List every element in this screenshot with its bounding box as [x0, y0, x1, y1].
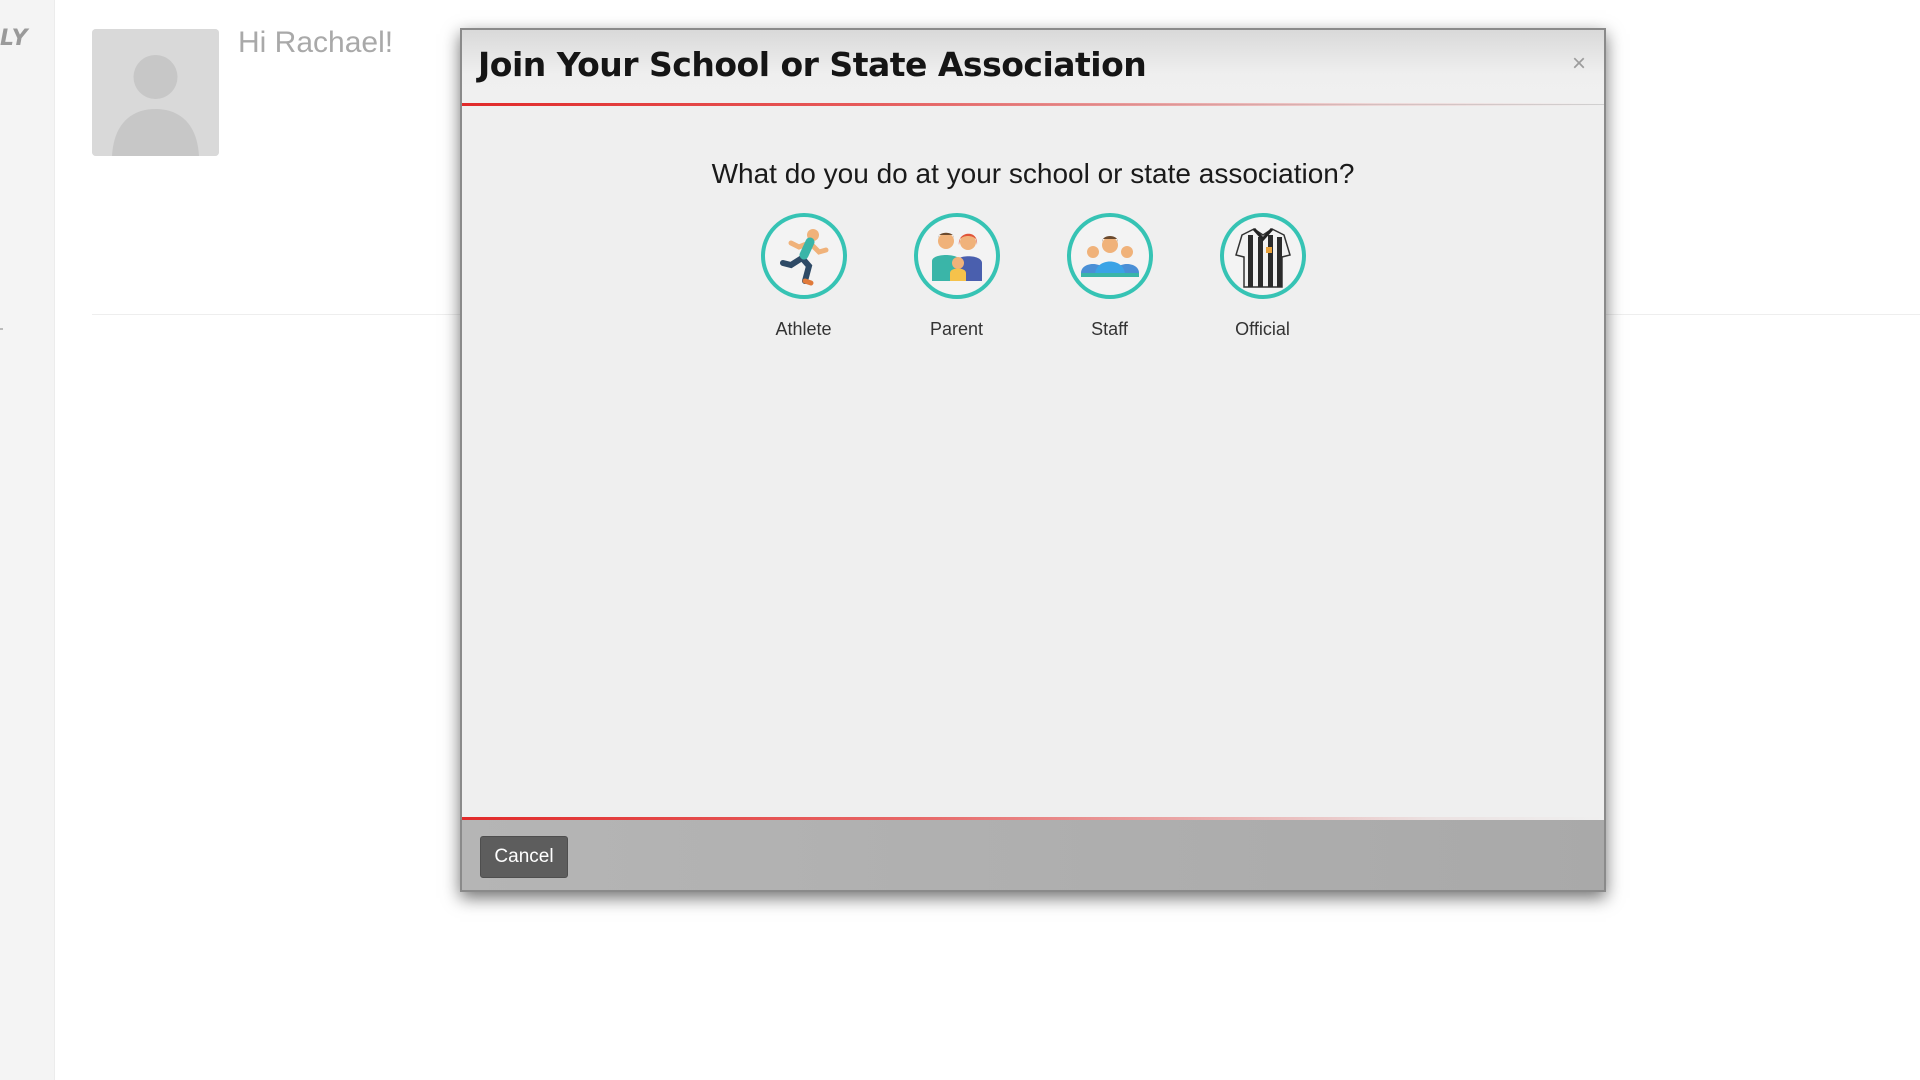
left-sidebar: [0, 0, 55, 1080]
role-option-parent[interactable]: [911, 213, 1003, 340]
default-avatar-icon: [92, 29, 219, 156]
role-option-official[interactable]: [1217, 213, 1309, 340]
referee-shirt-icon[interactable]: [1220, 213, 1306, 299]
sidebar-tick: [0, 328, 3, 330]
role-prompt: What do you do at your school or state association?: [711, 158, 1355, 189]
join-association-modal: [460, 28, 1606, 892]
role-option-athlete[interactable]: [758, 213, 850, 340]
cancel-button[interactable]: Cancel: [480, 836, 568, 878]
modal-header: [462, 30, 1604, 105]
role-option-staff[interactable]: [1064, 213, 1156, 340]
modal-title: Join Your School or State Association: [478, 45, 1147, 84]
role-label-athlete: Athlete: [775, 319, 832, 339]
role-options: [462, 213, 1604, 340]
avatar: [92, 29, 219, 156]
brand-logo-fragment: LY: [0, 26, 29, 51]
role-label-staff: Staff: [1091, 319, 1128, 339]
staff-group-icon[interactable]: [1067, 213, 1153, 299]
runner-icon[interactable]: [761, 213, 847, 299]
role-label-official: Official: [1235, 319, 1290, 339]
family-icon[interactable]: [914, 213, 1000, 299]
role-label-parent: Parent: [929, 319, 984, 339]
modal-footer: [462, 820, 1604, 890]
close-icon[interactable]: ×: [1571, 50, 1586, 77]
greeting-text: Hi Rachael!: [238, 26, 394, 59]
header-accent-line: [462, 103, 1604, 106]
